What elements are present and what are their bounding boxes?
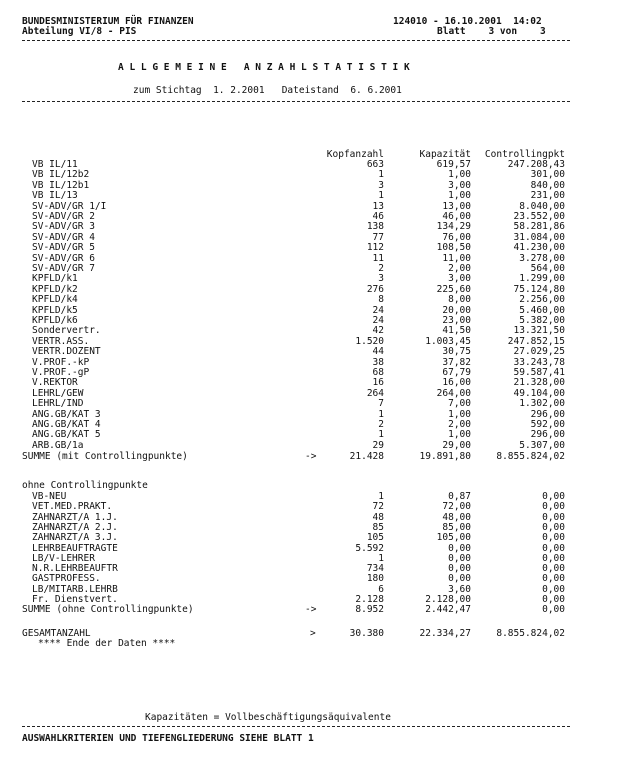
controllingpkt-value: 0,00 (542, 521, 565, 533)
kapazitaet-value: 3,00 (448, 273, 471, 285)
kopfanzahl-value: 2 (378, 419, 384, 430)
kapazitaet-value: 22.334,27 (419, 628, 471, 639)
row-label: ZAHNARZT/A 1.J. (32, 511, 118, 523)
row-label: SV-ADV/GR 6 (32, 252, 95, 264)
col-header-kopfanzahl: Kopfanzahl (326, 149, 384, 160)
row-label: SV-ADV/GR 3 (32, 221, 95, 233)
kopfanzahl-value: 30.380 (349, 628, 384, 639)
table-row (0, 191, 628, 201)
kapazitaet-value: 11,00 (442, 252, 471, 264)
kapazitaet-value: 20,00 (442, 304, 471, 316)
kapazitaet-value: 2,00 (448, 419, 471, 430)
table-row (0, 378, 628, 388)
kopfanzahl-value: 734 (366, 563, 384, 575)
controllingpkt-value: 0,00 (542, 573, 565, 585)
run-info: 124010 - 16.10.2001 14:02 (393, 16, 542, 27)
row-label: KPFLD/k6 (32, 315, 78, 326)
controllingpkt-value: 0,00 (542, 583, 565, 595)
table-row (0, 399, 628, 409)
kopfanzahl-value: 21.428 (349, 451, 384, 463)
row-label: ANG.GB/KAT 4 (32, 419, 101, 430)
kopfanzahl-value: 1 (378, 491, 384, 502)
controllingpkt-value: 21.328,00 (513, 377, 565, 389)
kapazitaet-value: 1,00 (448, 169, 471, 181)
kopfanzahl-value: 105 (366, 532, 384, 544)
controllingpkt-value: 8.855.824,02 (496, 628, 565, 639)
table-row (0, 544, 628, 554)
kapazitaet-value: 1,00 (448, 408, 471, 420)
controllingpkt-value: 0,00 (542, 491, 565, 502)
kopfanzahl-value: 3 (378, 179, 384, 191)
kapazitaet-value: 225,60 (436, 283, 471, 295)
row-label: SV-ADV/GR 4 (32, 231, 95, 243)
kopfanzahl-value: 6 (378, 583, 384, 595)
kopfanzahl-value: 24 (372, 315, 384, 326)
kapazitaet-value: 23,00 (442, 315, 471, 326)
controllingpkt-value: 5.382,00 (519, 315, 565, 326)
kopfanzahl-value: 48 (372, 511, 384, 523)
kopfanzahl-value: 11 (372, 252, 384, 264)
kopfanzahl-value: 7 (378, 398, 384, 410)
kopfanzahl-value: 1 (378, 429, 384, 441)
table-row (0, 533, 628, 543)
col-header-controllingpkt: Controllingpkt (484, 149, 565, 160)
controllingpkt-value: 247.852,15 (507, 335, 565, 347)
controllingpkt-value: 2.256,00 (519, 294, 565, 306)
section2-title: ohne Controllingpunkte (22, 480, 148, 491)
kapazitaet-value: 2,00 (448, 263, 471, 274)
kapazitaet-value: 2.442,47 (425, 604, 471, 616)
table-row (0, 502, 628, 512)
kapazitaet-value: 76,00 (442, 231, 471, 243)
row-label: SUMME (mit Controllingpunkte) (22, 451, 188, 463)
kapazitaet-value: 3,60 (448, 583, 471, 595)
kapazitaet-value: 48,00 (442, 511, 471, 523)
title-rule (22, 101, 570, 102)
controllingpkt-value: 8.855.824,02 (496, 451, 565, 463)
controllingpkt-value: 0,00 (542, 532, 565, 544)
row-label: KPFLD/k5 (32, 304, 78, 316)
row-label: SUMME (ohne Controllingpunkte) (22, 604, 194, 616)
controllingpkt-value: 231,00 (530, 190, 565, 202)
table-row (0, 243, 628, 253)
kapazitaet-value: 108,50 (436, 242, 471, 254)
table-row (0, 347, 628, 357)
row-label: VB-NEU (32, 491, 67, 502)
row-label: KPFLD/k1 (32, 273, 78, 285)
table-row (0, 452, 628, 462)
row-label: ANG.GB/KAT 5 (32, 429, 101, 441)
row-label: LEHRL/IND (32, 398, 84, 410)
kopfanzahl-value: 1.520 (355, 335, 384, 347)
table-row (0, 574, 628, 584)
controllingpkt-value: 564,00 (530, 263, 565, 274)
kapazitaet-value: 37,82 (442, 356, 471, 368)
row-label: V.PROF.-kP (32, 356, 90, 368)
row-label: KPFLD/k4 (32, 294, 78, 306)
controllingpkt-value: 0,00 (542, 552, 565, 564)
kopfanzahl-value: 138 (366, 221, 384, 233)
row-label: GESAMTANZAHL (22, 628, 91, 639)
kapazitaet-value: 8,00 (448, 294, 471, 306)
controllingpkt-value: 5.307,00 (519, 439, 565, 451)
controllingpkt-value: 33.243,78 (513, 356, 565, 368)
department-name: Abteilung VI/8 - PIS (22, 26, 137, 37)
controllingpkt-value: 59.587,41 (513, 367, 565, 378)
controllingpkt-value: 0,00 (542, 511, 565, 523)
kopfanzahl-value: 44 (372, 346, 384, 358)
kapazitaet-value: 67,79 (442, 367, 471, 378)
header-rule (22, 40, 570, 41)
controllingpkt-value: 5.460,00 (519, 304, 565, 316)
controllingpkt-value: 0,00 (542, 563, 565, 575)
row-label: VB IL/13 (32, 190, 78, 202)
kapazitaet-value: 29,00 (442, 439, 471, 451)
row-label: ZAHNARZT/A 2.J. (32, 521, 118, 533)
kapazitaet-value: 0,00 (448, 552, 471, 564)
kopfanzahl-value: 1 (378, 169, 384, 181)
controllingpkt-value: 840,00 (530, 179, 565, 191)
kapazitaet-value: 3,00 (448, 179, 471, 191)
row-label: SV-ADV/GR 1/I (32, 200, 107, 212)
kapazitaet-value: 105,00 (436, 532, 471, 544)
controllingpkt-value: 247.208,43 (507, 159, 565, 170)
row-label: N.R.LEHRBEAUFTR (32, 563, 118, 575)
controllingpkt-value: 0,00 (542, 542, 565, 554)
controllingpkt-value: 0,00 (542, 594, 565, 605)
row-label: V.PROF.-gP (32, 367, 90, 378)
controllingpkt-value: 296,00 (530, 408, 565, 420)
controllingpkt-value: 49.104,00 (513, 387, 565, 399)
kapazitaet-value: 46,00 (442, 211, 471, 222)
row-arrow: > (310, 628, 316, 639)
kapazitaet-value: 0,00 (448, 573, 471, 585)
row-label: LEHRL/GEW (32, 387, 84, 399)
table-row (0, 430, 628, 440)
table-row (0, 441, 628, 451)
kapazitaet-value: 85,00 (442, 521, 471, 533)
kopfanzahl-value: 46 (372, 211, 384, 222)
table-row (0, 170, 628, 180)
kapazitaet-value: 264,00 (436, 387, 471, 399)
kopfanzahl-value: 1 (378, 552, 384, 564)
report-subtitle: zum Stichtag 1. 2.2001 Dateistand 6. 6.2001 (133, 85, 402, 96)
kapazitaet-value: 0,87 (448, 491, 471, 502)
table-row (0, 295, 628, 305)
controllingpkt-value: 3.278,00 (519, 252, 565, 264)
kopfanzahl-value: 663 (366, 159, 384, 170)
kapazitaet-value: 16,00 (442, 377, 471, 389)
kapazitaet-value: 2.128,00 (425, 594, 471, 605)
row-label: KPFLD/k2 (32, 283, 78, 295)
controllingpkt-value: 23.552,00 (513, 211, 565, 222)
kopfanzahl-value: 1 (378, 408, 384, 420)
footnote: Kapazitäten = Vollbeschäftigungsäquivalente (145, 712, 391, 723)
controllingpkt-value: 8.040,00 (519, 200, 565, 212)
kapazitaet-value: 41,50 (442, 325, 471, 337)
kopfanzahl-value: 1 (378, 190, 384, 202)
controllingpkt-value: 58.281,86 (513, 221, 565, 233)
kopfanzahl-value: 276 (366, 283, 384, 295)
controllingpkt-value: 41.230,00 (513, 242, 565, 254)
report-title: A L L G E M E I N E A N Z A H L S T A T I S T I K (118, 62, 410, 73)
controllingpkt-value: 75.124,80 (513, 283, 565, 295)
controllingpkt-value: 301,00 (530, 169, 565, 181)
end-of-data: **** Ende der Daten **** (38, 638, 176, 649)
row-label: SV-ADV/GR 5 (32, 242, 95, 254)
kapazitaet-value: 1,00 (448, 429, 471, 441)
kopfanzahl-value: 13 (372, 200, 384, 212)
kapazitaet-value: 619,57 (436, 159, 471, 170)
kopfanzahl-value: 85 (372, 521, 384, 533)
kopfanzahl-value: 68 (372, 367, 384, 378)
controllingpkt-value: 13.321,50 (513, 325, 565, 337)
row-label: VERTR.DOZENT (32, 346, 101, 358)
row-label: V.REKTOR (32, 377, 78, 389)
row-label: VB IL/11 (32, 159, 78, 170)
kapazitaet-value: 1.003,45 (425, 335, 471, 347)
controllingpkt-value: 27.029,25 (513, 346, 565, 358)
controllingpkt-value: 592,00 (530, 419, 565, 430)
row-label: Fr. Dienstvert. (32, 594, 118, 605)
kopfanzahl-value: 5.592 (355, 542, 384, 554)
kapazitaet-value: 1,00 (448, 190, 471, 202)
controllingpkt-value: 0,00 (542, 501, 565, 513)
kopfanzahl-value: 180 (366, 573, 384, 585)
kapazitaet-value: 30,75 (442, 346, 471, 358)
row-label: GASTPROFESS. (32, 573, 101, 585)
kopfanzahl-value: 42 (372, 325, 384, 337)
kopfanzahl-value: 264 (366, 387, 384, 399)
kopfanzahl-value: 77 (372, 231, 384, 243)
kopfanzahl-value: 112 (366, 242, 384, 254)
page-info: Blatt 3 von 3 (437, 26, 546, 37)
row-label: ZAHNARZT/A 3.J. (32, 532, 118, 544)
kapazitaet-value: 19.891,80 (419, 451, 471, 463)
controllingpkt-value: 0,00 (542, 604, 565, 616)
kopfanzahl-value: 8 (378, 294, 384, 306)
ministry-name: BUNDESMINISTERIUM FÜR FINANZEN (22, 16, 194, 27)
kopfanzahl-value: 29 (372, 439, 384, 451)
kopfanzahl-value: 3 (378, 273, 384, 285)
row-label: VB IL/12b2 (32, 169, 90, 181)
kopfanzahl-value: 2.128 (355, 594, 384, 605)
row-label: VERTR.ASS. (32, 335, 90, 347)
kopfanzahl-value: 8.952 (355, 604, 384, 616)
row-label: LB/V-LEHRER (32, 552, 95, 564)
controllingpkt-value: 296,00 (530, 429, 565, 441)
row-label: Sondervertr. (32, 325, 101, 337)
criteria-note: AUSWAHLKRITERIEN UND TIEFENGLIEDERUNG SIEHE BLATT 1 (22, 733, 314, 744)
kopfanzahl-value: 72 (372, 501, 384, 513)
row-label: SV-ADV/GR 2 (32, 211, 95, 222)
controllingpkt-value: 1.302,00 (519, 398, 565, 410)
row-label: VET.MED.PRAKT. (32, 501, 113, 513)
row-label: ANG.GB/KAT 3 (32, 408, 101, 420)
table-row (0, 326, 628, 336)
table-row (0, 222, 628, 232)
kapazitaet-value: 13,00 (442, 200, 471, 212)
row-label: SV-ADV/GR 7 (32, 263, 95, 274)
kopfanzahl-value: 16 (372, 377, 384, 389)
controllingpkt-value: 31.084,00 (513, 231, 565, 243)
kapazitaet-value: 134,29 (436, 221, 471, 233)
row-label: LB/MITARB.LEHRB (32, 583, 118, 595)
kopfanzahl-value: 2 (378, 263, 384, 274)
col-header-kapazitaet: Kapazität (419, 149, 471, 160)
row-label: VB IL/12b1 (32, 179, 90, 191)
table-row (0, 274, 628, 284)
kapazitaet-value: 72,00 (442, 501, 471, 513)
footer-rule (22, 726, 570, 727)
kapazitaet-value: 0,00 (448, 563, 471, 575)
row-label: ARB.GB/1a (32, 439, 84, 451)
kopfanzahl-value: 24 (372, 304, 384, 316)
kopfanzahl-value: 38 (372, 356, 384, 368)
row-arrow: -> (305, 604, 317, 616)
row-label: LEHRBEAUFTRAGTE (32, 542, 118, 554)
controllingpkt-value: 1.299,00 (519, 273, 565, 285)
kapazitaet-value: 0,00 (448, 542, 471, 554)
row-arrow: -> (305, 451, 317, 463)
table-row (0, 605, 628, 615)
kapazitaet-value: 7,00 (448, 398, 471, 410)
